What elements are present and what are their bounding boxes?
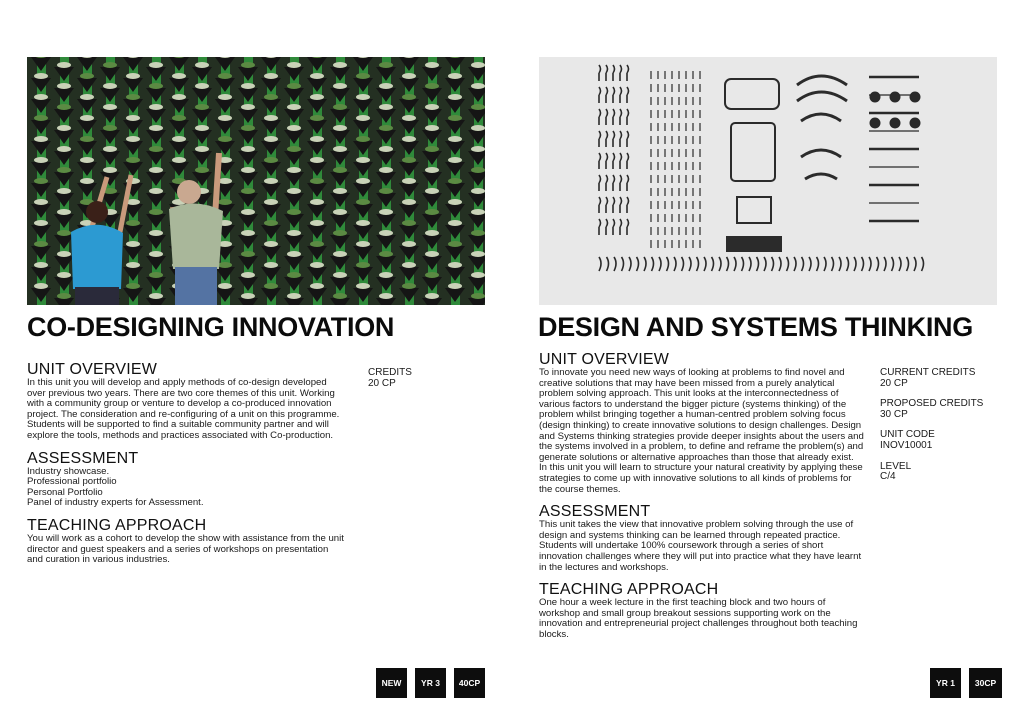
disassembled-parts-photo — [539, 57, 997, 305]
credits-value: 20 CP — [368, 377, 396, 389]
level-value: C/4 — [880, 471, 896, 483]
unit-overview-section — [539, 352, 864, 495]
teaching-approach-section — [27, 518, 345, 566]
unit-code-value: INOV10001 — [880, 439, 933, 451]
current-credits-value: 20 CP — [880, 377, 908, 389]
current-credits-label: CURRENT CREDITS — [880, 367, 976, 378]
proposed-credits-label: PROPOSED CREDITS — [880, 398, 984, 410]
teaching-approach-heading: TEACHING APPROACH — [539, 581, 719, 599]
credits-label: CREDITS — [368, 367, 412, 378]
teaching-approach-heading: TEACHING APPROACH — [27, 516, 207, 534]
unit-details — [368, 368, 478, 399]
unit-title: CO-DESIGNING INNOVATION — [27, 312, 395, 342]
assessment-section — [539, 504, 864, 573]
assessment-line: Personal Portfolio — [27, 486, 103, 498]
unit-details — [880, 368, 1000, 493]
unit-overview-text: To innovate you need new ways of looking at problems to find novel and creative solutions that may have been missed from a purely analytical problem solving approach. This unit looks at the interconnectedness of various factors to understand the bigger picture (systems thinking) of the problem whilst bringing together a human-centred problem solving focus (design thinking) to create innovative solutions to design challenges. Design and Systems thinking strategies provide deeper insights about the users and the systems involved in a problem, to define and reframe the problem(s) and generate solutions or alternative approaches than those that already exist. In this unit you will learn to structure your natural creativity by applying these strategies to come up with innovative solutions to all kinds of problems for the course themes. — [539, 367, 864, 495]
unit-overview-text: In this unit you will develop and apply methods of co-design developed over previous two years. There are two core themes of this unit. Working with a community group or venture to develop a co-produced innovation project. The consideration and re-configuring of a unit on this programme. Students will be supported to find a suitable community partner and will explore the tools, methods and practices associated with Co-production. — [27, 377, 340, 441]
unit-code-group — [880, 430, 1000, 451]
living-wall-illustration — [27, 57, 485, 305]
unit-overview-section — [27, 362, 345, 442]
living-wall-photo — [27, 57, 485, 305]
assessment-text: This unit takes the view that innovative problem solving through the use of design and systems thinking can be learned through repeated practice. Students will undertake 100% coursework through a series of short innovation challenges where they will put into practice what they have learnt in the lectures and workshops. — [539, 519, 862, 573]
unit-code-label: UNIT CODE — [880, 429, 935, 441]
level-label: LEVEL — [880, 460, 912, 472]
unit-content — [539, 352, 864, 643]
tag-badge: YR 1 — [930, 668, 961, 698]
unit-tags — [930, 668, 1002, 698]
assessment-line: Panel of industry experts for Assessment. — [27, 497, 204, 509]
teaching-approach-text: You will work as a cohort to develop the show with assistance from the unit director and guest speakers and a series of workshops on presentation and curation in various industries. — [27, 532, 344, 566]
unit-title: DESIGN AND SYSTEMS THINKING — [538, 312, 973, 342]
current-credits-group — [880, 368, 1000, 389]
proposed-credits-value: 30 CP — [880, 408, 908, 420]
tag-badge: 30CP — [969, 668, 1002, 698]
tag-badge: 40CP — [454, 668, 485, 698]
teaching-approach-section — [539, 582, 864, 640]
unit-overview-heading: UNIT OVERVIEW — [539, 351, 670, 368]
unit-tags — [376, 668, 485, 698]
proposed-credits-group — [880, 399, 1000, 420]
parts-illustration — [539, 57, 997, 305]
teaching-approach-text: One hour a week lecture in the first teaching block and two hours of workshop and small group breakout sessions supporting work on the innovation and entrepreneurial project challenges throughout both teaching blocks. — [539, 597, 858, 640]
tag-badge: YR 3 — [415, 668, 446, 698]
assessment-line: Professional portfolio — [27, 476, 117, 488]
right-page — [512, 0, 1024, 724]
level-group — [880, 462, 1000, 483]
assessment-heading: ASSESSMENT — [27, 449, 139, 467]
assessment-section — [27, 451, 345, 509]
assessment-line: Industry showcase. — [27, 465, 110, 477]
credits-group — [368, 368, 478, 389]
assessment-heading: ASSESSMENT — [539, 503, 651, 521]
tag-badge: NEW — [376, 668, 407, 698]
unit-overview-heading: UNIT OVERVIEW — [27, 361, 158, 378]
unit-content — [27, 362, 345, 569]
